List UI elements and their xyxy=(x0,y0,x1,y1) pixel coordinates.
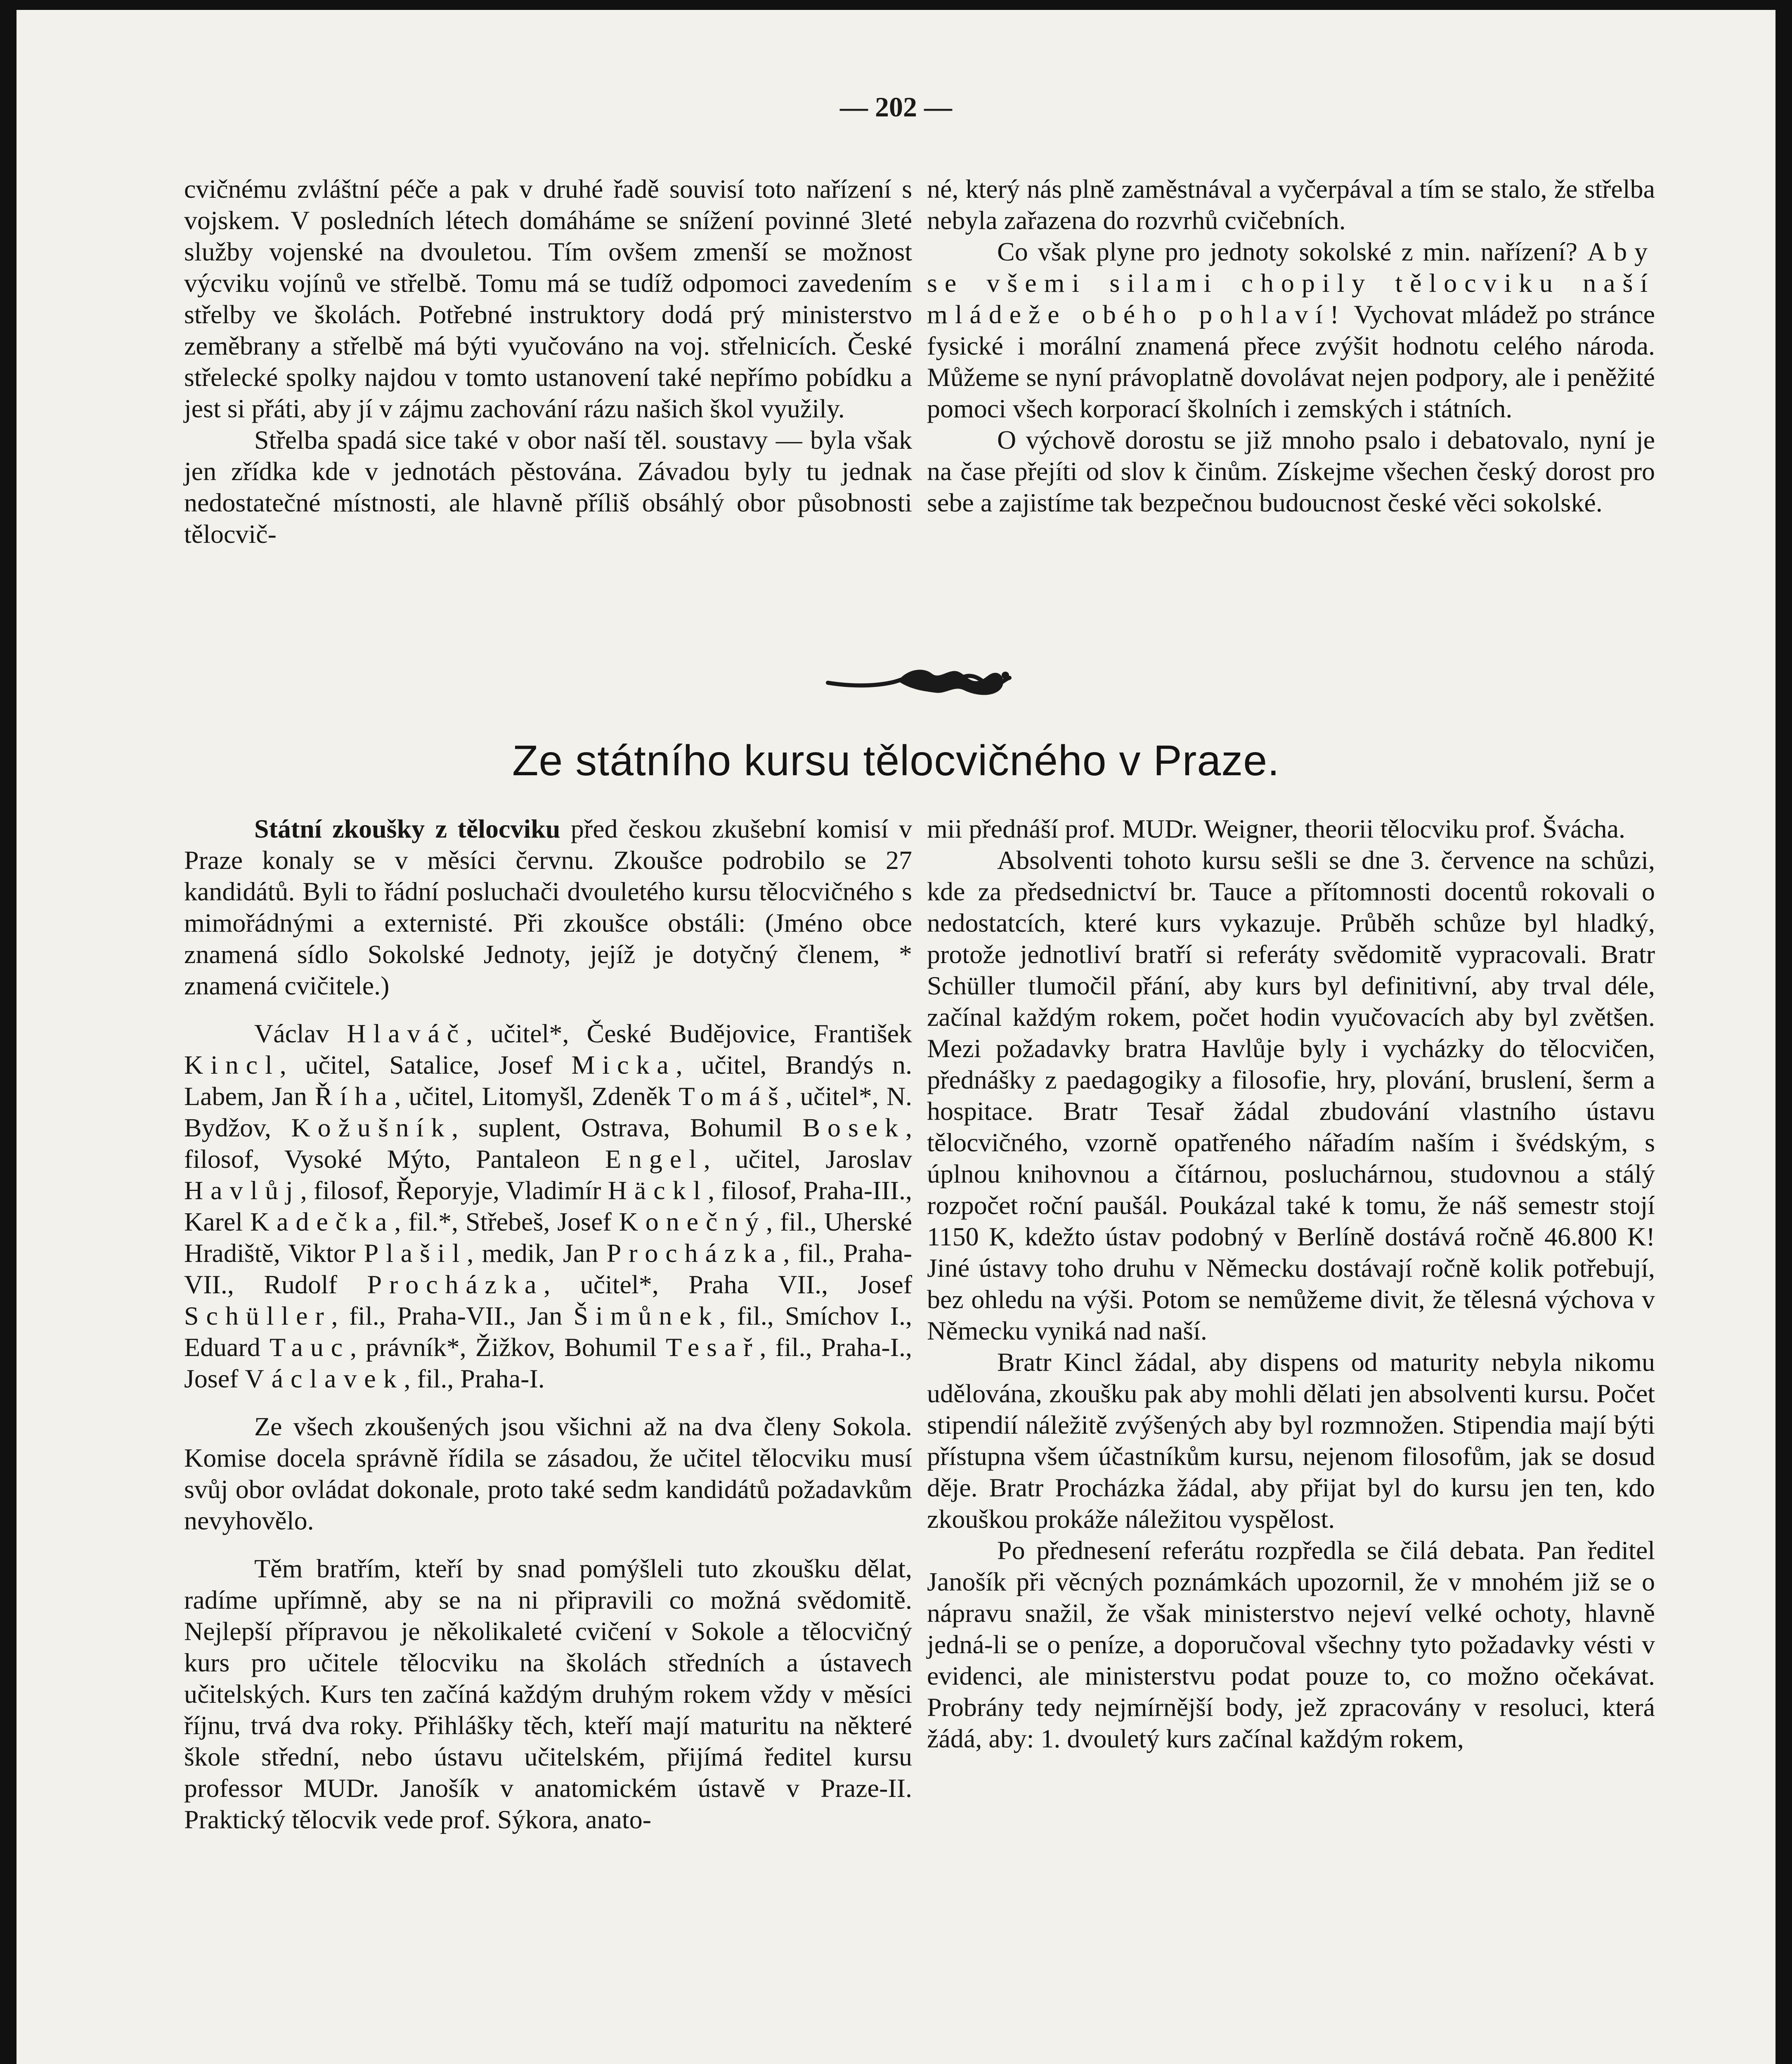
paragraph: Bratr Kincl žádal, aby dispens od maturity nebyla nikomu udělována, zkoušku pak aby mohli dělati jen absolventi kursu. Počet stipendií náležitě zvýšených aby byl rozmnožen. Stipendia mají býti přístupna všem účastníkům kursu, nejenom filosofům, jak se dosud děje. Bratr Procházka žádal, aby přijat byl do kursu jen ten, kdo zkouškou prokáže náležitou vyspělost. xyxy=(927,1347,1655,1534)
top-left-column xyxy=(184,173,912,550)
bottom-left-column xyxy=(184,813,912,1835)
paragraph: cvičnému zvláštní péče a pak v druhé řadě souvisí toto nařízení s vojskem. V posledních létech domáháme se snížení povinné 3leté služby vojenské na dvouletou. Tím ovšem zmenší se možnost výcviku vojínů ve střelbě. Tomu má se tudíž odpomoci zavedením střelby ve školách. Potřebné instruktory dodá prý ministerstvo zeměbrany a střelbě má býti vyučováno na voj. střelnicích. České střelecké spolky najdou v tomto ustanovení také nepřímo pobídku a jest si přáti, aby jí v zájmu zachování rázu našich škol využily. xyxy=(184,174,912,423)
candidate-details: , fil., Praha-I. xyxy=(404,1364,545,1393)
candidate-first-name: Vladimír xyxy=(506,1176,601,1205)
candidate-surname: Václavek xyxy=(245,1364,404,1393)
candidate-first-name: František xyxy=(813,1019,913,1048)
paragraph: mii přednáší prof. MUDr. Weigner, theorii tělocviku prof. Švácha. xyxy=(927,814,1626,843)
candidate-details: , fil., Praha-VII., xyxy=(331,1301,516,1330)
candidate-surname: Bosek xyxy=(802,1113,906,1142)
paragraph: Po přednesení referátu rozpředla se čilá debata. Pan ředitel Janošík při věcných poznámkách upozornil, že v mnohém již se o nápravu snažil, že však ministerstvo nejeví velké ochoty, hlavně jedná-li se o peníze, a doporučoval všechny tyto požadavky vésti v evidenci, ale ministerstvu podat pouze to, co možno očekávat. Probrány tedy nejmírnější body, jež zpracovány v resoluci, která žádá, aby: 1. dvouletý kurs začínal každým rokem, xyxy=(927,1536,1655,1753)
candidate-list xyxy=(184,1018,912,1394)
candidate-surname: Häckl xyxy=(608,1176,708,1205)
candidate-surname: Šimůnek xyxy=(573,1301,719,1330)
candidate-details: , fil., Smíchov I., xyxy=(719,1301,913,1330)
candidate-surname: Konečný xyxy=(619,1207,766,1236)
candidate-details: , filosof, Praha-III., xyxy=(708,1176,913,1205)
candidate-first-name: Zdeněk xyxy=(591,1082,671,1111)
candidate-first-name: Eduard xyxy=(184,1333,260,1362)
candidate-details: , učitel*, Praha VII., xyxy=(544,1270,828,1299)
candidate-first-name: Jan xyxy=(272,1082,307,1111)
bottom-right-column xyxy=(927,813,1655,1754)
candidate-details: , fil., Praha-I., xyxy=(759,1333,913,1362)
candidate-first-name: Jan xyxy=(563,1238,598,1268)
candidate-details: , fil., Uherské Hradiště, xyxy=(184,1207,913,1268)
candidate-surname: Procházka xyxy=(367,1270,544,1299)
candidate-first-name: Rudolf xyxy=(264,1270,338,1299)
paragraph xyxy=(927,236,1655,424)
candidate-first-name: Viktor xyxy=(288,1238,356,1268)
candidate-details: , fil.*, Střebeš, xyxy=(394,1207,550,1236)
candidate-details: , právník*, Žižkov, xyxy=(350,1333,555,1362)
decorative-flourish-icon xyxy=(824,657,1014,703)
candidate-surname: Tesař xyxy=(666,1333,760,1362)
candidate-first-name: Pantaleon xyxy=(475,1144,580,1174)
candidate-surname: Říha xyxy=(314,1082,395,1111)
paragraph: Těm bratřím, kteří by snad pomýšleli tuto zkoušku dělat, radíme upřímně, aby se na ni připravili co možná svědomitě. Nejlepší přípravou je několikaleté cvičení v Sokole a tělocvičný kurs pro učitele tělocviku na školách středních a ústavech učitelských. Kurs ten začíná každým druhým rokem vždy v měsíci říjnu, trvá dva roky. Přihlášky těch, kteří mají maturitu na některé škole střední, nebo ústavu učitelském, přijímá ředitel kursu professor MUDr. Janošík v anatomickém ústavě v Praze-II. Praktický tělocvik vede prof. Sýkora, anato- xyxy=(184,1554,912,1834)
candidate-details: , učitel, Brandýs n. Labem, xyxy=(184,1050,912,1111)
candidate-surname: Schüller xyxy=(184,1301,331,1330)
paragraph: Střelba spadá sice také v obor naší těl. soustavy — byla však jen zřídka kde v jednotách pěstována. Závadou byly tu jednak nedostatečné místnosti, ale hlavně příliš obsáhlý obor působnosti tělocvič- xyxy=(184,425,912,549)
candidate-first-name: Bohumil xyxy=(564,1333,657,1362)
candidate-first-name: Josef xyxy=(184,1364,239,1393)
candidate-surname: Tauc xyxy=(269,1333,350,1362)
candidate-surname: Procházka xyxy=(606,1238,783,1268)
candidate-first-name: Josef xyxy=(557,1207,612,1236)
candidate-first-name: Josef xyxy=(498,1050,553,1079)
paragraph: Absolventi tohoto kursu sešli se dne 3. července na schůzi, kde za předsednictví br. Tauce a přítomnosti docentů rokovali o nedostatcích, které kurs vykazuje. Průběh schůze byl hladký, protože jednotliví bratří si referáty svědomitě vypracovali. Bratr Schüller tlumočil přání, aby kurs byl definitivní, aby trval déle, začínal každým rokem, počet hodin vyučovacích aby byl zvětšen. Mezi požadavky bratra Havlůje byly i vycházky do tělocvičen, přednášky z paedagogiky a filosofie, hry, plování, bruslení, šerm a hospitace. Bratr Tesař žádal zbudování vlastního ústavu tělocvičného, vzorně opatřeného nářadím naším i švédským, s úplnou knihovnou a čítárnou, posluchárnou, studovnou a stálý rozpočet roční paušál. Poukázal také k tomu, že náš semestr stojí 1150 K, kdežto ústav podobný v Berlíně dostává ročně 46.800 K! Jiné ústavy toho druhu v Německu dostávají ročně kolik potřebují, bez ohledu na výši. Potom se nemůžeme divit, že tělesná výchova v Německu vyniká nad naší. xyxy=(927,845,1655,1345)
candidate-first-name: Jaroslav xyxy=(825,1144,913,1174)
candidate-surname: Micka xyxy=(571,1050,676,1079)
paragraph-text: Co však plyne pro jednoty sokolské z min. nařízení? xyxy=(997,237,1578,266)
candidate-details: , medik, xyxy=(467,1238,555,1268)
candidate-surname: Kadečka xyxy=(250,1207,395,1236)
candidate-details: , filosof, Řeporyje, xyxy=(300,1176,500,1205)
paragraph: O výchově dorostu se již mnoho psalo i debatovalo, nyní je na čase přejíti od slov k činům. Získejme všechen český dorost pro sebe a zajistíme tak bezpečnou budoucnost české věci sokolské. xyxy=(927,425,1655,517)
candidate-details: , fil., Praha-VII., xyxy=(184,1238,913,1299)
candidate-details: , filosof, Vysoké Mýto, xyxy=(184,1113,913,1174)
paragraph: Ze všech zkoušených jsou všichni až na dva členy Sokola. Komise docela správně řídila se zásadou, že učitel tělocviku musí svůj obor ovládat dokonale, proto také sedm kandidátů požadavkům nevyhovělo. xyxy=(184,1412,912,1535)
candidate-details: , učitel*, České Budějovice, xyxy=(466,1019,796,1048)
candidate-surname: Havlůj xyxy=(184,1176,300,1205)
candidate-first-name: Karel xyxy=(184,1207,243,1236)
lead-in-text: Státní zkoušky z tělocviku xyxy=(254,814,560,843)
paragraph-text: před českou zkušební komisí v Praze konaly se v měsíci červnu. Zkoušce podrobilo se 27 kandidátů. Byli to řádní posluchači dvouletého kursu tělocvičného s mimořádnými a externisté. Při zkoušce obstáli: (Jméno obce znamená sídlo Sokolské Jednoty, jejíž je dotyčný členem, * znamená cvičitele.) xyxy=(184,814,913,1000)
paragraph xyxy=(184,813,912,1001)
candidate-first-name: Josef xyxy=(858,1270,913,1299)
paragraph-text: Vychovat mládež po stránce fysické i morální znamená přece zvýšit hodnotu celého národa. Můžeme se nyní právoplatně dovolávat nejen podpory, ale i peněžité pomoci všech korporací školních i zemských i státních. xyxy=(927,300,1655,423)
candidate-details: , učitel*, N. Bydžov, xyxy=(184,1082,913,1142)
candidate-details: , učitel, Litomyšl, xyxy=(394,1082,584,1111)
candidate-surname: Tomáš xyxy=(679,1082,786,1111)
article-headline: Ze státního kursu tělocvičného v Praze. xyxy=(512,737,1280,785)
candidate-first-name: Bohumil xyxy=(690,1113,783,1142)
candidate-surname: Plašil xyxy=(364,1238,467,1268)
page-number: — 202 — xyxy=(840,91,952,123)
candidate-first-name: Jan xyxy=(527,1301,563,1330)
candidate-details: , suplent, Ostrava, xyxy=(452,1113,670,1142)
scanned-page xyxy=(17,10,1775,2064)
candidate-details: , učitel, xyxy=(703,1144,801,1174)
candidate-surname: Kincl xyxy=(184,1050,280,1079)
top-right-column xyxy=(927,173,1655,518)
candidate-details: , učitel, Satalice, xyxy=(279,1050,480,1079)
candidate-first-name: Václav xyxy=(254,1019,329,1048)
candidate-surname: Hlaváč xyxy=(347,1019,466,1048)
candidate-surname: Kožušník xyxy=(291,1113,452,1142)
paragraph: né, který nás plně zaměstnával a vyčerpával a tím se stalo, že střelba nebyla zařazena do rozvrhů cvičebních. xyxy=(927,174,1655,235)
candidate-surname: Engel xyxy=(605,1144,704,1174)
emphasized-text: Aby se všemi silami chopily tělocviku naší mládeže obého pohlaví! xyxy=(927,237,1655,329)
